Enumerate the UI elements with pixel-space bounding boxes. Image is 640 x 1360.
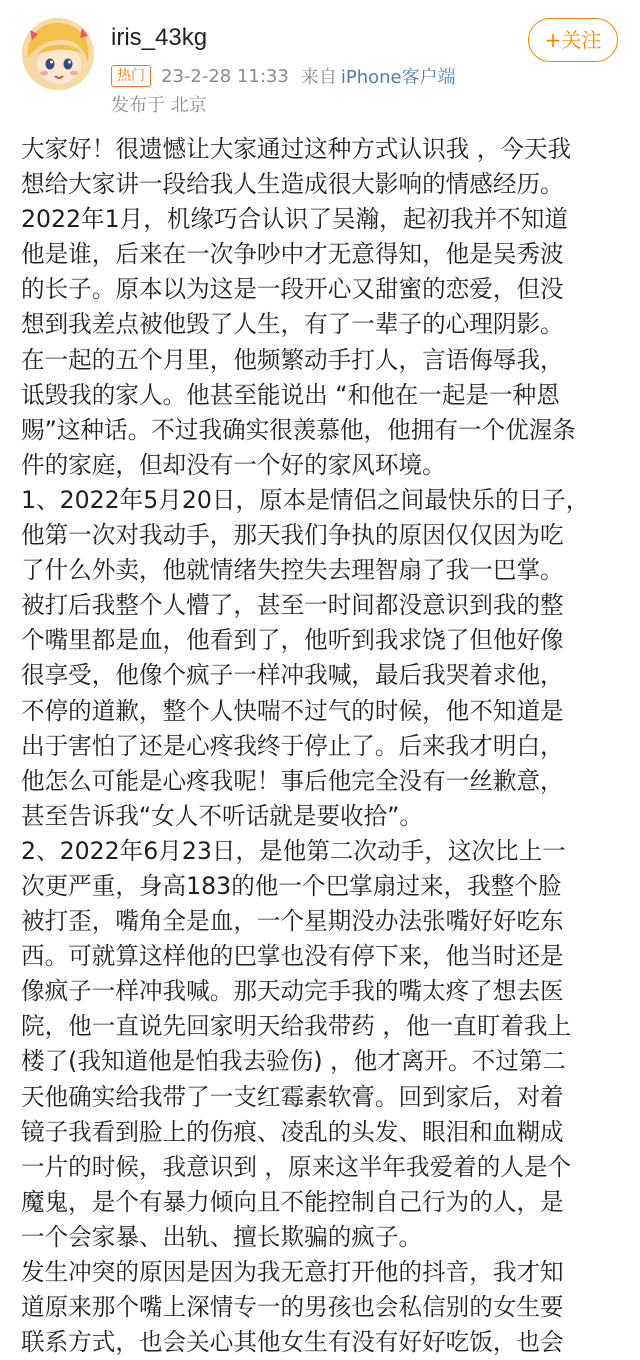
post-text-line: 的长子。原本以为这是一段开心又甜蜜的恋爱，但没 [21, 275, 564, 304]
post-text-line: 甚至告诉我“女人不听话就是要收拾”。 [21, 801, 423, 830]
post-text-line: 想给大家讲一段给我人生造成很大影响的情感经历。 [21, 170, 564, 199]
post-text-line: 魔鬼，是个有暴力倾向且不能控制自己行为的人，是 [21, 1187, 564, 1216]
post-text-line: 楼了(我知道他是怕我去验伤) ，他才离开。不过第二 [21, 1047, 566, 1076]
post-meta [111, 64, 456, 88]
post-text-line: 像疯子一样冲我喊。那天动完手我的嘴太疼了想去医 [21, 977, 564, 1006]
post-text-line: 2、2022年6月23日，是他第二次动手，这次比上一 [21, 836, 566, 865]
post-text-line: 他是谁，后来在一次争吵中才无意得知，他是吴秀波 [21, 240, 564, 269]
source-label: 来自 [300, 67, 337, 88]
post-text-line: 一片的时候，我意识到 ，原来这半年我爱着的人是个 [21, 1152, 572, 1181]
post-text-line: 不停的道歉，整个人快喘不过气的时候，他不知道是 [21, 696, 564, 725]
post-text-line: 被打后我整个人懵了，甚至一时间都没意识到我的整 [21, 591, 564, 620]
post-text-line: 出于害怕了还是心疼我终于停止了。后来我才明白， [21, 731, 564, 760]
username[interactable]: iris_43kg [111, 24, 208, 51]
post-text-line: 镜子我看到脸上的伤痕、凌乱的头发、眼泪和血糊成 [21, 1117, 564, 1146]
post-text-line: 2022年1月，机缘巧合认识了吴瀚，起初我并不知道 [21, 205, 568, 234]
post-text-line: 次更严重，身高183的他一个巴掌扇过来，我整个脸 [21, 871, 562, 900]
post-text-line: 个嘴里都是血，他看到了，他听到我求饶了但他好像 [21, 626, 564, 655]
hot-badge: 热门 [111, 65, 151, 87]
follow-button[interactable]: +关注 [528, 18, 618, 62]
source-client-link[interactable]: iPhone客户端 [340, 67, 456, 88]
post-text-line: 赐”这种话。不过我确实很羡慕他，他拥有一个优渥条 [21, 415, 576, 444]
post-text-line: 西。可就算这样他的巴掌也没有停下来，他当时还是 [21, 942, 564, 971]
post-text-line: 联系方式，也会关心其他女生有没有好好吃饭，也会 [21, 1328, 564, 1357]
post-text-line: 很享受，他像个疯子一样冲我喊，最后我哭着求他， [21, 661, 564, 690]
post-content [21, 132, 625, 1360]
cartoon-girl-avatar-icon [22, 18, 94, 90]
post-text-line: 他第一次对我动手，那天我们争执的原因仅仅因为吃 [21, 521, 564, 550]
post-location: 发布于 北京 [111, 95, 207, 116]
user-avatar[interactable] [22, 18, 94, 90]
post-text-line: 他怎么可能是心疼我呢！事后他完全没有一丝歉意， [21, 766, 564, 795]
post-text-line: 天他确实给我带了一支红霉素软膏。回到家后，对着 [21, 1082, 564, 1111]
post-text-line: 件的家庭，但却没有一个好的家风环境。 [21, 450, 446, 479]
post-timestamp: 23-2-28 11:33 [161, 65, 289, 87]
post-text-line: 道原来那个嘴上深情专一的男孩也会私信别的女生要 [21, 1293, 564, 1322]
post-text-line: 大家好！很遗憾让大家通过这种方式认识我 ，今天我 [21, 135, 572, 163]
post-text-line: 诋毁我的家人。他甚至能说出 “和他在一起是一种恩 [21, 380, 560, 409]
post-text-line: 1、2022年5月20日，原本是情侣之间最快乐的日子， [21, 485, 590, 514]
post-text-line: 院，他一直说先回家明天给我带药 ，他一直盯着我上 [21, 1012, 572, 1041]
post-text-line: 了什么外卖，他就情绪失控失去理智扇了我一巴掌。 [21, 556, 564, 585]
post-text-line: 想到我差点被他毁了人生，有了一辈子的心理阴影。 [21, 310, 564, 339]
post-header [0, 0, 640, 128]
post-text-line: 一个会家暴、出轨、擅长欺骗的疯子。 [21, 1222, 423, 1251]
post-text-line: 被打歪，嘴角全是血，一个星期没办法张嘴好好吃东 [21, 907, 564, 936]
post-text-line: 发生冲突的原因是因为我无意打开他的抖音，我才知 [21, 1258, 564, 1286]
post-text-line: 在一起的五个月里，他频繁动手打人，言语侮辱我， [21, 345, 564, 374]
